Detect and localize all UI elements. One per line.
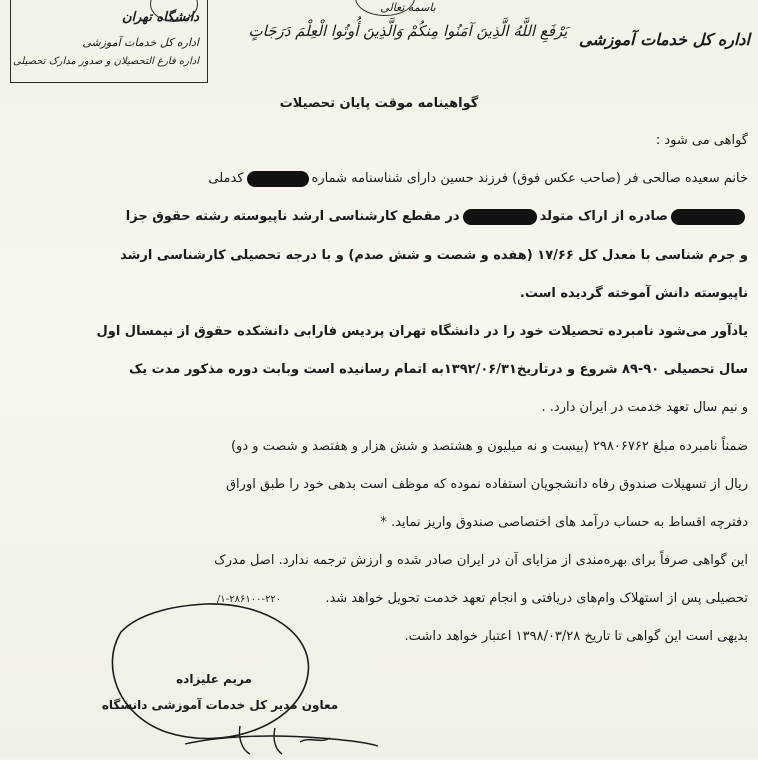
line-text: ریال از تسهیلات صندوق رفاه دانشجویان استفاده نموده که موظف است بدهی خود را طبق اوراق xyxy=(225,476,748,492)
stamp-office: اداره فارغ التحصیلان و صدور مدارک تحصیلی xyxy=(12,56,199,67)
reference-number: ۲۲۰-۲۸۶۱۰۰-۱/ xyxy=(216,594,282,606)
document-title: گواهینامه موقت پایان تحصیلات xyxy=(279,96,479,111)
redaction-mark xyxy=(463,209,537,225)
body-line xyxy=(24,122,748,160)
body-line xyxy=(24,389,748,427)
header-top-line: باسمه تعالی xyxy=(380,1,436,14)
line-text: سال تحصیلی ۹۰-۸۹ شروع و درتاریخ۱۳۹۲/۰۶/۳۱به اتمام رسانیده است وبابت دوره مذکور مدت یک xyxy=(128,362,748,378)
line-text: خانم سعیده صالحی فر (صاحب عکس فوق) فرزند حسین دارای شناسنامه شماره xyxy=(311,171,748,187)
stamp-department: اداره کل خدمات آموزشی xyxy=(82,36,199,49)
signature-scribble-icon xyxy=(180,716,380,760)
line-text: کدملی xyxy=(208,171,244,187)
certificate-body xyxy=(24,122,748,657)
body-line xyxy=(24,504,748,542)
body-line xyxy=(24,428,748,466)
line-text: و جرم شناسی با معدل کل ۱۷/۶۶ (هفده و شصت و شش صدم) و با درجه تحصیلی کارشناسی ارشد xyxy=(120,247,748,263)
signatory-role: معاون مدیر کل خدمات آموزشی دانشگاه xyxy=(101,698,339,712)
verse-text: يَرْفَعِ اللَّهُ الَّذِينَ آمَنُوا مِنكُمْ وَالَّذِينَ أُوتُوا الْعِلْمَ دَرَجَاتٍ xyxy=(248,22,568,40)
greeting: گواهی می شود : xyxy=(655,133,748,148)
body-line xyxy=(24,275,748,313)
line-text: و نیم سال تعهد خدمت در ایران دارد. . xyxy=(541,400,748,416)
line-text: ناپیوسته دانش آموخته گردیده است. xyxy=(519,285,748,301)
line-text: در مقطع کارشناسی ارشد ناپیوسته رشته حقوق جزا xyxy=(125,209,460,225)
redaction-mark xyxy=(247,171,309,187)
body-line xyxy=(24,351,748,389)
line-text: بدیهی است این گواهی تا تاریخ ۱۳۹۸/۰۳/۲۸ اعتبار خواهد داشت. xyxy=(404,629,748,645)
signatory-name: مریم علیزاده xyxy=(176,672,252,686)
line-text: صادره از اراک متولد xyxy=(539,209,668,225)
department-heading: اداره کل خدمات آموزشی xyxy=(578,30,750,49)
line-text: تحصیلی پس از استهلاک وام‌های دریافتی و انجام تعهد خدمت تحویل خواهد شد. xyxy=(325,591,748,607)
body-line xyxy=(24,313,748,351)
line-text: ضمناً نامبرده مبلغ ۲۹۸۰۶۷۶۲ (بیست و نه میلیون و هشتصد و شش هزار و هفتصد و شصت و دو) xyxy=(230,438,748,454)
redaction-mark xyxy=(671,209,745,225)
line-text: یادآور می‌شود نامبرده تحصیلات خود را در دانشگاه تهران پردیس فارابی دانشکده حقوق از نیمسال اول xyxy=(96,323,748,339)
header-verse xyxy=(228,1,588,44)
body-line xyxy=(24,198,748,236)
line-text: دفترچه اقساط به حساب درآمد های اختصاصی صندوق واریز نماید. * xyxy=(380,514,748,530)
body-line xyxy=(24,160,748,198)
line-text: این گواهی صرفاً برای بهره‌مندی از مزایای آن در ایران صادر شده و ارزش ترجمه ندارد. اصل مدرک xyxy=(214,553,748,569)
body-line xyxy=(24,237,748,275)
stamp-university: دانشگاه تهران xyxy=(121,10,199,25)
body-line xyxy=(24,542,748,580)
body-line xyxy=(24,466,748,504)
